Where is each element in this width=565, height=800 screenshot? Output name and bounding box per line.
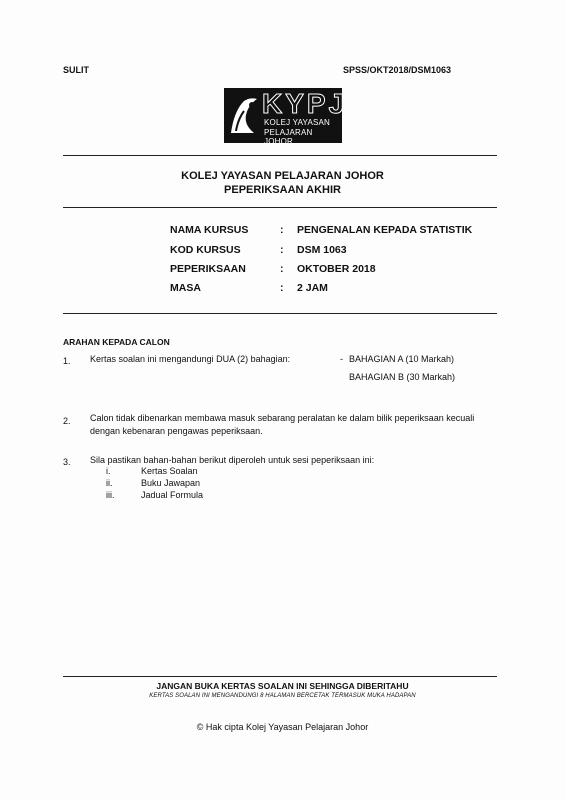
logo-wordmark: KYPJ xyxy=(262,88,348,119)
sub-item-text: Kertas Soalan xyxy=(141,466,198,476)
part-a-label: BAHAGIAN A (10 Markah) xyxy=(349,354,455,364)
divider-top xyxy=(63,155,497,156)
institution-title: KOLEJ YAYASAN PELAJARAN JOHOR xyxy=(181,170,384,182)
sub-item-number: ii. xyxy=(106,478,113,488)
divider-mid xyxy=(63,207,497,208)
paper-code: SPSS/OKT2018/DSM1063 xyxy=(343,65,452,75)
item-3-text: Sila pastikan bahan-bahan berikut diperoleh untuk sesi peperiksaan ini: xyxy=(90,455,375,465)
item-2-line-2: dengan kebenaran pengawas peperiksaan. xyxy=(90,426,263,436)
info-colon: : xyxy=(280,282,284,294)
info-value-duration: 2 JAM xyxy=(297,282,328,294)
info-value-exam: OKTOBER 2018 xyxy=(297,263,376,275)
sub-item-number: iii. xyxy=(106,490,115,500)
item-number: 1. xyxy=(63,356,71,366)
logo-line-2: PELAJARAN JOHOR xyxy=(264,128,313,146)
exam-title: PEPERIKSAAN AKHIR xyxy=(224,184,341,196)
info-colon: : xyxy=(280,244,284,256)
info-value-course-name: PENGENALAN KEPADA STATISTIK xyxy=(297,224,473,236)
emblem-icon xyxy=(228,93,260,138)
item-1-text: Kertas soalan ini mengandungi DUA (2) bahagian: xyxy=(90,354,291,364)
info-colon: : xyxy=(280,263,284,275)
item-1-dash: - xyxy=(340,354,343,364)
sub-item-text: Jadual Formula xyxy=(141,490,204,500)
logo-line-1: KOLEJ YAYASAN xyxy=(264,118,331,127)
sub-item-number: i. xyxy=(106,466,111,476)
divider-info xyxy=(63,313,497,314)
instructions-heading: ARAHAN KEPADA CALON xyxy=(63,337,170,347)
do-not-open-notice: JANGAN BUKA KERTAS SOALAN INI SEHINGGA DIBERITAHU xyxy=(156,681,409,691)
item-number: 3. xyxy=(63,457,71,467)
info-key-exam: PEPERIKSAAN xyxy=(170,263,246,275)
divider-footer xyxy=(63,676,497,677)
copyright-notice: © Hak cipta Kolej Yayasan Pelajaran Johor xyxy=(196,722,369,732)
item-number: 2. xyxy=(63,416,71,426)
item-2-line-1: Calon tidak dibenarkan membawa masuk sebarang peralatan ke dalam bilik peperiksaan kecuali xyxy=(90,413,475,423)
info-key-course-name: NAMA KURSUS xyxy=(170,224,249,236)
info-key-duration: MASA xyxy=(170,282,201,294)
info-colon: : xyxy=(280,224,284,236)
part-b-label: BAHAGIAN B (30 Markah) xyxy=(349,372,456,382)
info-value-course-code: DSM 1063 xyxy=(297,244,347,256)
info-key-course-code: KOD KURSUS xyxy=(170,244,241,256)
sub-item-text: Buku Jawapan xyxy=(141,478,201,488)
page-count-notice: KERTAS SOALAN INI MENGANDUNGI 8 HALAMAN BERCETAK TERMASUK MUKA HADAPAN xyxy=(149,693,416,699)
kypj-logo xyxy=(224,88,348,146)
classification-label: SULIT xyxy=(63,65,89,75)
